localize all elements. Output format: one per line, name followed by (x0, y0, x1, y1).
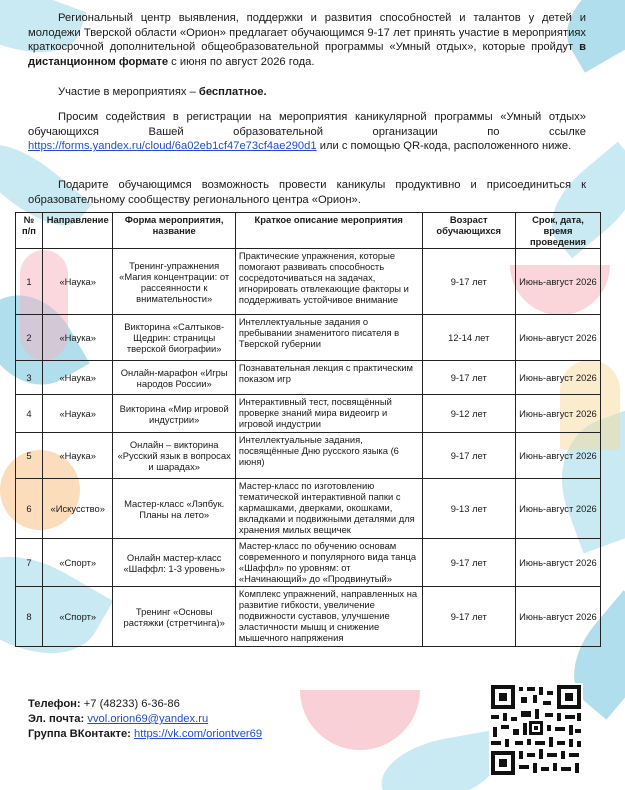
cell-description: Интеллектуальные задания о пребывании знаменитого писателя в Тверской губернии (235, 315, 422, 361)
cell-number: 5 (16, 433, 43, 479)
table-row (16, 249, 601, 315)
cell-description: Интерактивный тест, посвящённый проверке знаний мира видеоигр и игровой индустрии (235, 395, 422, 433)
invitation-paragraph: Подарите обучающимся возможность провести каникулы продуктивно и присоединиться к образовательному сообществу регионального центра «Орион». (28, 179, 586, 206)
cell-description: Комплекс упражнений, направленных на развитие гибкости, увеличение подвижности суставов, улучшение эластичности мышц и снижение мышечного напряжения (235, 587, 422, 647)
cell-age: 9-17 лет (422, 587, 515, 647)
vk-line (28, 727, 262, 742)
cell-age: 9-17 лет (422, 433, 515, 479)
header-date: Срок, дата, время проведения (515, 213, 600, 249)
intro-paragraph (28, 11, 586, 69)
cell-number: 3 (16, 361, 43, 395)
header-number: № п/п (16, 213, 43, 249)
cell-age: 9-17 лет (422, 361, 515, 395)
table-row (16, 539, 601, 587)
intro-text: Региональный центр выявления, поддержки и развития способностей и талантов у детей и молодежи Тверской области «Орион» предлагает обучающимся 9-17 лет принять участие в мероприятиях краткосрочной дополнительной общеобразовательной программы «Умный отдых», которые пройдут (28, 12, 586, 54)
cell-age: 9-13 лет (422, 479, 515, 539)
header-form: Форма мероприятия, название (113, 213, 235, 249)
qr-code-image (489, 683, 583, 777)
registration-text: Просим содействия в регистрации на мероприятия каникулярной программы «Умный отдых» обучающихся Вашей образовательной организации по ссылке (28, 111, 586, 138)
cell-form: Викторина «Мир игровой индустрии» (113, 395, 235, 433)
cell-direction: «Наука» (42, 249, 113, 315)
cell-number: 6 (16, 479, 43, 539)
cell-form: Мастер-класс «Лэпбук. Планы на лето» (113, 479, 235, 539)
cell-direction: «Спорт» (42, 587, 113, 647)
cell-form: Онлайн-марафон «Игры народов России» (113, 361, 235, 395)
table-row (16, 587, 601, 647)
phone-value: +7 (48233) 6-36-86 (83, 698, 180, 710)
participation-prefix: Участие в мероприятиях – (58, 86, 199, 98)
email-link[interactable]: vvol.orion69@yandex.ru (87, 713, 209, 725)
cell-form: Тренинг «Основы растяжки (стретчинга)» (113, 587, 235, 647)
phone-label: Телефон: (28, 698, 81, 710)
contacts-block (28, 697, 262, 742)
cell-age: 12-14 лет (422, 315, 515, 361)
cell-date: Июнь-август 2026 (515, 587, 600, 647)
header-age: Возраст обучающихся (422, 213, 515, 249)
cell-date: Июнь-август 2026 (515, 361, 600, 395)
cell-number: 8 (16, 587, 43, 647)
cell-date: Июнь-август 2026 (515, 249, 600, 315)
cell-description: Практические упражнения, которые помогают развивать способность сосредоточиваться на задачах, игнорировать отвлекающие факторы и поддерживать устойчивое внимание (235, 249, 422, 315)
cell-direction: «Наука» (42, 395, 113, 433)
table-row (16, 315, 601, 361)
participation-paragraph (58, 85, 578, 100)
qr-code (489, 683, 583, 777)
cell-age: 9-17 лет (422, 539, 515, 587)
intro-text-end: с июня по август 2026 года. (168, 55, 315, 68)
table-header-row (16, 213, 601, 249)
header-description: Краткое описание мероприятия (235, 213, 422, 249)
cell-date: Июнь-август 2026 (515, 539, 600, 587)
cell-direction: «Искусство» (42, 479, 113, 539)
registration-paragraph (28, 110, 586, 154)
table-row (16, 479, 601, 539)
cell-date: Июнь-август 2026 (515, 395, 600, 433)
phone-line (28, 697, 262, 712)
vk-link[interactable]: https://vk.com/oriontver69 (134, 728, 263, 740)
cell-date: Июнь-август 2026 (515, 479, 600, 539)
vk-label: Группа ВКонтакте: (28, 728, 131, 740)
intro-text-bold: в дистанционном формате (28, 41, 586, 68)
table-row (16, 433, 601, 479)
cell-description: Познавательная лекция с практическим показом игр (235, 361, 422, 395)
cell-number: 2 (16, 315, 43, 361)
table-row (16, 361, 601, 395)
cell-description: Мастер-класс по обучению основам современного и популярного вида танца «Шаффл» по уровням: от «Начинающий» до «Продвинутый» (235, 539, 422, 587)
cell-date: Июнь-август 2026 (515, 433, 600, 479)
cell-form: Онлайн – викторина «Русский язык в вопросах и шарадах» (113, 433, 235, 479)
email-line (28, 712, 262, 727)
header-direction: Направление (42, 213, 113, 249)
cell-direction: «Наука» (42, 361, 113, 395)
cell-description: Интеллектуальные задания, посвящённые Дню русского языка (6 июня) (235, 433, 422, 479)
cell-number: 1 (16, 249, 43, 315)
events-table (15, 212, 601, 647)
cell-form: Викторина «Салтыков-Щедрин: страницы тверской биографии» (113, 315, 235, 361)
cell-number: 4 (16, 395, 43, 433)
cell-age: 9-12 лет (422, 395, 515, 433)
cell-number: 7 (16, 539, 43, 587)
registration-tail: или с помощью QR-кода, расположенного ниже. (316, 140, 572, 153)
email-label: Эл. почта: (28, 713, 85, 725)
cell-direction: «Спорт» (42, 539, 113, 587)
cell-form: Тренинг-упражнения «Магия концентрации: от рассеянности к внимательности» (113, 249, 235, 315)
registration-link[interactable]: https://forms.yandex.ru/cloud/6a02eb1cf47e73cf4ae290d1 (28, 140, 317, 153)
cell-date: Июнь-август 2026 (515, 315, 600, 361)
cell-age: 9-17 лет (422, 249, 515, 315)
cell-direction: «Наука» (42, 433, 113, 479)
cell-form: Онлайн мастер-класс «Шаффл: 1-3 уровень» (113, 539, 235, 587)
cell-description: Мастер-класс по изготовлению тематической интерактивной папки с кармашками, дверками, окошками, вкладками и подвижными деталями для хранения милых вещичек (235, 479, 422, 539)
cell-direction: «Наука» (42, 315, 113, 361)
table-row (16, 395, 601, 433)
participation-free: бесплатное. (198, 86, 267, 98)
